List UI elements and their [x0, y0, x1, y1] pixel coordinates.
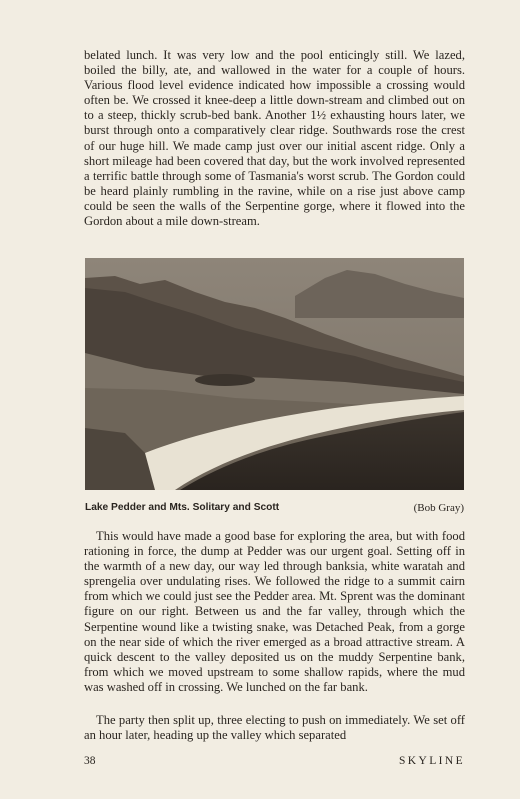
body-paragraph-1: belated lunch. It was very low and the pool enticingly still. We lazed, boiled the billy, ate, and wallowed in the water for a couple of hours. Various flood level evidence indicated how impossible a crossing would often be. We crossed it knee-deep a little down-stream and climbed out on to a steep, thickly scrub-bed bank. Another 1½ exhausting hours later, we burst through onto a comparatively clear ridge. Southwards rose the crest of our huge hill. We made camp just over our initial ascent ridge. Only a short mileage had been covered that day, but the work involved represented a terrific battle through some of Tasmania's worst scrub. The Gordon could be heard plainly rumbling in the ravine, while on a rise just above camp could be seen the walls of the Serpentine gorge, where it flowed into the Gordon about a mile down-stream. — [84, 48, 465, 229]
running-title: SKYLINE — [399, 755, 465, 767]
body-paragraph-3: The party then split up, three electing to push on immediately. We set off an hour later, heading up the valley which separated — [84, 713, 465, 743]
aerial-photograph — [85, 258, 464, 490]
caption-title: Lake Pedder and Mts. Solitary and Scott — [85, 502, 280, 513]
body-paragraph-2: This would have made a good base for exploring the area, but with food rationing in force, the dump at Pedder was our urgent goal. Setting off in the warmth of a new day, our way led through banksia, white waratah and sprengelia over undulating rises. We followed the ridge to a summit cairn from which we could just see the Pedder area. Mt. Sprent was the dominant figure on our right. Between us and the far valley, through which the Serpentine wound like a twisting snake, was Detached Peak, from a gorge on the near side of which the river emerged as a broad attractive stream. A quick descent to the valley deposited us on the muddy Serpentine bank, from which we moved upstream to some shallow rapids, where the mud was washed off in crossing. We lunched on the far bank. — [84, 529, 465, 694]
photo-credit: (Bob Gray) — [413, 502, 464, 514]
page-footer — [84, 755, 465, 771]
page-number: 38 — [84, 755, 96, 767]
